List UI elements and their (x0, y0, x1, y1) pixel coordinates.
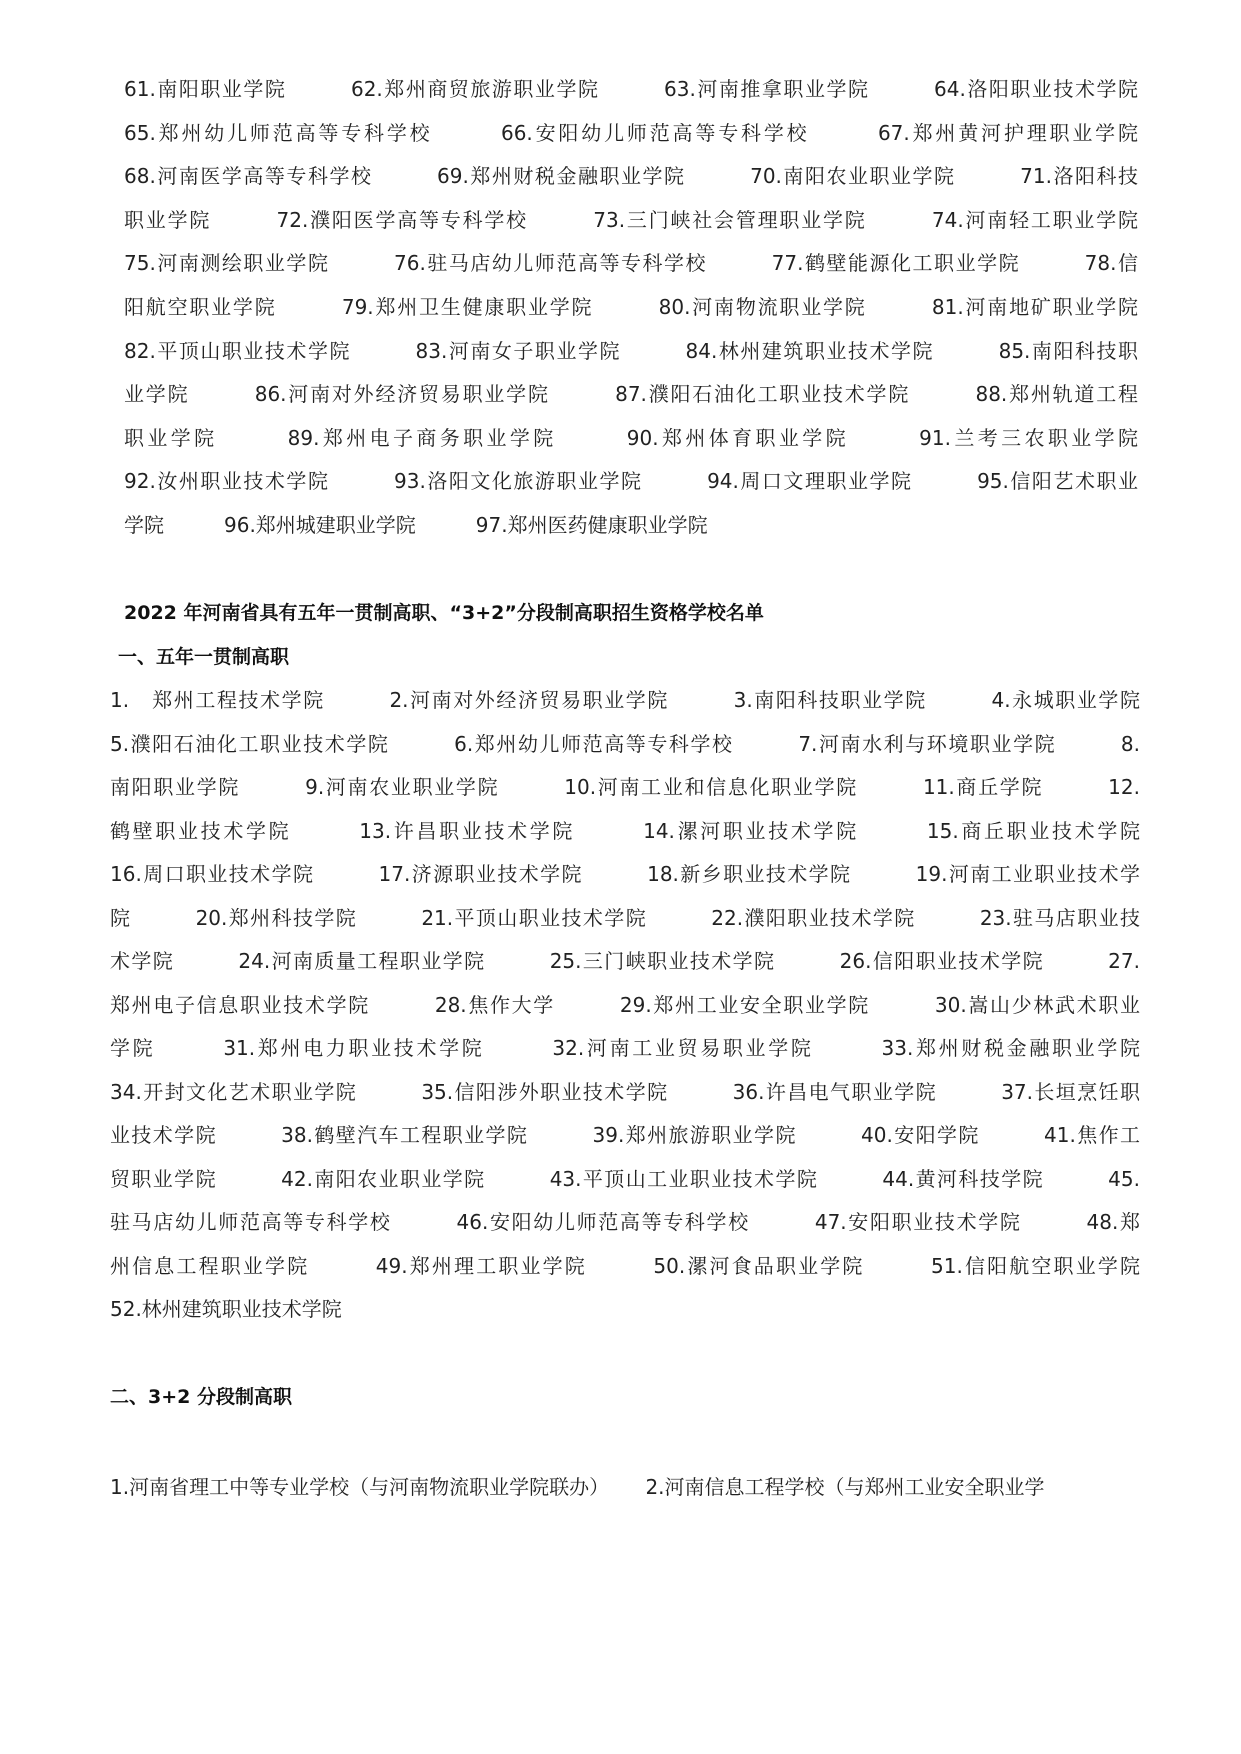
school-list-line: 业学院 86.河南对外经济贸易职业学院 87.濮阳石油化工职业技术学院 88.郑州轨道工程 (124, 382, 1138, 406)
school-list-line: 82.平顶山职业技术学院 83.河南女子职业学院 84.林州建筑职业技术学院 85.南阳科技职 (124, 339, 1138, 363)
school-list-line: 职业学院 72.濮阳医学高等专科学校 73.三门峡社会管理职业学院 74.河南轻工职业学院 (124, 208, 1138, 232)
school-list-line: 术学院 24.河南质量工程职业学院 25.三门峡职业技术学院 26.信阳职业技术学院 27. (110, 949, 1140, 973)
school-list-line: 1. 郑州工程技术学院 2.河南对外经济贸易职业学院 3.南阳科技职业学院 4.永城职业学院 (110, 688, 1140, 712)
school-list-line: 5.濮阳石油化工职业技术学院 6.郑州幼儿师范高等专科学校 7.河南水利与环境职业学院 8. (110, 732, 1140, 756)
school-list-line: 92.汝州职业技术学院 93.洛阳文化旅游职业学院 94.周口文理职业学院 95.信阳艺术职业 (124, 469, 1138, 493)
school-list-line: 75.河南测绘职业学院 76.驻马店幼儿师范高等专科学校 77.鹤壁能源化工职业学院 78.信 (124, 251, 1138, 275)
school-list-line: 学院 96.郑州城建职业学院 97.郑州医药健康职业学院 (124, 513, 708, 537)
school-list-line: 阳航空职业学院 79.郑州卫生健康职业学院 80.河南物流职业学院 81.河南地矿职业学院 (124, 295, 1138, 319)
school-list-line: 驻马店幼儿师范高等专科学校 46.安阳幼儿师范高等专科学校 47.安阳职业技术学院 48.郑 (110, 1210, 1140, 1234)
document-title: 2022 年河南省具有五年一贯制高职、“3+2”分段制高职招生资格学校名单 (124, 602, 764, 624)
school-list-line: 南阳职业学院 9.河南农业职业学院 10.河南工业和信息化职业学院 11.商丘学院 12. (110, 775, 1140, 799)
school-list-line: 贸职业学院 42.南阳农业职业学院 43.平顶山工业职业技术学院 44.黄河科技学院 45. (110, 1167, 1140, 1191)
school-list-line: 郑州电子信息职业技术学院 28.焦作大学 29.郑州工业安全职业学院 30.嵩山少林武术职业 (110, 993, 1140, 1017)
school-list-line: 34.开封文化艺术职业学院 35.信阳涉外职业技术学院 36.许昌电气职业学院 37.长垣烹饪职 (110, 1080, 1140, 1104)
school-list-line: 65.郑州幼儿师范高等专科学校 66.安阳幼儿师范高等专科学校 67.郑州黄河护理职业学院 (124, 121, 1138, 145)
school-list-line: 61.南阳职业学院 62.郑州商贸旅游职业学院 63.河南推拿职业学院 64.洛阳职业技术学院 (124, 77, 1138, 101)
section-heading: 一、五年一贯制高职 (118, 646, 290, 668)
school-list-line: 州信息工程职业学院 49.郑州理工职业学院 50.漯河食品职业学院 51.信阳航空职业学院 (110, 1254, 1140, 1278)
school-list-line: 1.河南省理工中等专业学校（与河南物流职业学院联办） 2.河南信息工程学校（与郑州工业安全职业学 (110, 1475, 1045, 1499)
school-list-line: 52.林州建筑职业技术学院 (110, 1297, 342, 1321)
school-list-line: 职业学院 89.郑州电子商务职业学院 90.郑州体育职业学院 91.兰考三农职业学院 (124, 426, 1138, 450)
school-list-line: 学院 31.郑州电力职业技术学院 32.河南工业贸易职业学院 33.郑州财税金融职业学院 (110, 1036, 1140, 1060)
school-list-line: 68.河南医学高等专科学校 69.郑州财税金融职业学院 70.南阳农业职业学院 71.洛阳科技 (124, 164, 1138, 188)
school-list-line: 业技术学院 38.鹤壁汽车工程职业学院 39.郑州旅游职业学院 40.安阳学院 41.焦作工 (110, 1123, 1140, 1147)
school-list-line: 鹤壁职业技术学院 13.许昌职业技术学院 14.漯河职业技术学院 15.商丘职业技术学院 (110, 819, 1140, 843)
school-list-line: 16.周口职业技术学院 17.济源职业技术学院 18.新乡职业技术学院 19.河南工业职业技术学 (110, 862, 1140, 886)
school-list-line: 院 20.郑州科技学院 21.平顶山职业技术学院 22.濮阳职业技术学院 23.驻马店职业技 (110, 906, 1140, 930)
section-heading: 二、3+2 分段制高职 (110, 1386, 292, 1408)
